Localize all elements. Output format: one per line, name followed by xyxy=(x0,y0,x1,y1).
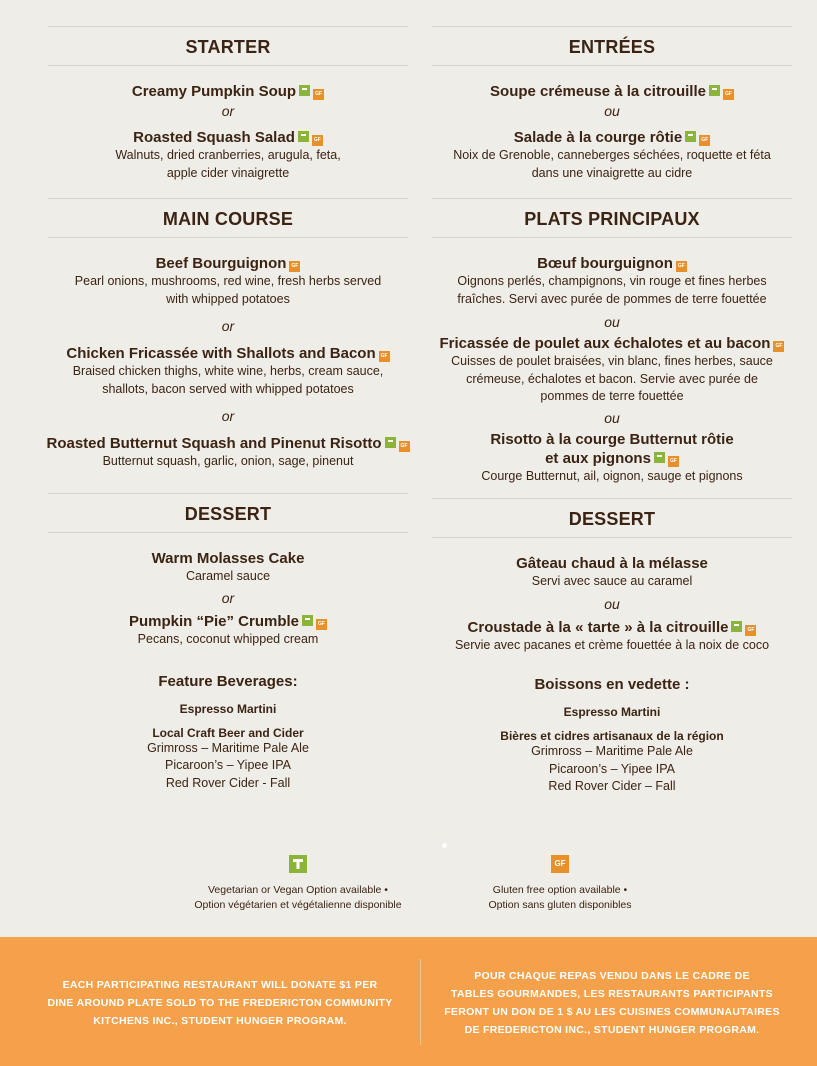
gf-icon: GF xyxy=(551,855,569,873)
gf-icon: GF xyxy=(379,351,390,362)
gf-icon: GF xyxy=(723,89,734,100)
item-description: Pearl onions, mushrooms, red wine, fresh herbs served xyxy=(74,274,382,288)
item-name: Croustade à la « tarte » à la citrouille xyxy=(467,618,729,636)
menu-item xyxy=(432,82,792,101)
item-description: Caramel sauce xyxy=(185,568,271,583)
gf-icon: GF xyxy=(676,261,687,272)
gf-icon: GF xyxy=(745,625,756,636)
leaf-icon xyxy=(298,131,309,142)
leaf-icon xyxy=(302,615,313,626)
menu-item xyxy=(432,554,792,591)
item-description: Cuisses de poulet braisées, vin blanc, fines herbes, sauce xyxy=(451,354,773,368)
french-menu-column xyxy=(432,26,792,796)
dessert-heading-fr: DESSERT xyxy=(432,498,792,538)
beverage-line: Red Rover Cider - Fall xyxy=(165,775,291,790)
item-name: Creamy Pumpkin Soup xyxy=(131,83,297,100)
page-indicator-dot xyxy=(442,843,447,848)
beverages-title: Feature Beverages: xyxy=(158,672,298,690)
item-name: Soupe crémeuse à la citrouille xyxy=(490,83,706,100)
gluten-free-legend xyxy=(452,855,668,913)
plats-principaux-heading: PLATS PRINCIPAUX xyxy=(432,198,792,238)
or-separator: or xyxy=(221,103,235,119)
footer-english-text xyxy=(30,976,410,1030)
menu-item xyxy=(48,549,408,586)
beverage-category: Bières et cidres artisanaux de la région xyxy=(500,729,724,743)
item-name: Roasted Butternut Squash and Pinenut Risotto xyxy=(46,435,382,452)
item-description: Oignons perlés, champignons, vin rouge et fines herbes xyxy=(457,274,767,288)
item-name: et aux pignons xyxy=(545,449,651,467)
footer-line: EACH PARTICIPATING RESTAURANT WILL DONATE $1 PER xyxy=(62,979,378,991)
item-description: Courge Butternut, ail, oignon, sauge et pignons xyxy=(481,468,743,483)
entrees-heading: ENTRÉES xyxy=(432,26,792,66)
footer-divider xyxy=(420,959,421,1045)
item-name: Gâteau chaud à la mélasse xyxy=(516,555,708,572)
footer-line: KITCHENS INC., STUDENT HUNGER PROGRAM. xyxy=(93,1015,347,1027)
beverage-line: Grimross – Maritime Pale Ale xyxy=(531,744,693,758)
menu-item xyxy=(432,430,792,486)
donation-footer xyxy=(0,937,817,1066)
or-separator: ou xyxy=(604,103,620,119)
menu-item xyxy=(432,254,792,308)
item-description: dans une vinaigrette au cidre xyxy=(531,165,693,180)
item-name: Pumpkin “Pie” Crumble xyxy=(128,613,300,630)
or-separator: or xyxy=(221,590,235,606)
item-description: fraîches. Servi avec purée de pommes de terre fouettée xyxy=(457,291,767,306)
footer-line: TABLES GOURMANDES, LES RESTAURANTS PARTICIPANTS xyxy=(451,988,773,1000)
menu-item xyxy=(432,618,792,655)
menu-item xyxy=(432,128,792,182)
footer-line: DINE AROUND PLATE SOLD TO THE FREDERICTON COMMUNITY xyxy=(47,997,393,1009)
menu-item xyxy=(48,128,408,182)
menu-item xyxy=(48,612,408,649)
footer-line: DE FREDERICTON INC., STUDENT HUNGER PROGRAM. xyxy=(464,1024,760,1036)
item-description: pommes de terre fouettée xyxy=(540,389,684,403)
item-name: Fricassée de poulet aux échalotes et au bacon xyxy=(439,335,771,352)
or-separator: or xyxy=(221,408,235,424)
beverage-name: Espresso Martini xyxy=(179,701,277,716)
beverage-line: Picaroon’s – Yipee IPA xyxy=(164,758,291,772)
item-description: Noix de Grenoble, canneberges séchées, roquette et féta xyxy=(453,148,771,162)
item-description: shallots, bacon served with whipped potatoes xyxy=(102,381,354,396)
or-separator: or xyxy=(221,318,235,334)
english-menu-column xyxy=(48,26,408,792)
gf-icon: GF xyxy=(699,135,710,146)
leaf-icon xyxy=(289,855,307,873)
footer-line: FERONT UN DON DE 1 $ AU LES CUISINES COMMUNAUTAIRES xyxy=(444,1006,780,1018)
footer-french-text xyxy=(432,967,792,1039)
gf-icon: GF xyxy=(313,89,324,100)
item-name: Chicken Fricassée with Shallots and Bacon xyxy=(66,345,376,362)
vegetarian-legend xyxy=(160,855,436,913)
dessert-heading: DESSERT xyxy=(48,493,408,533)
beverage-line: Red Rover Cider – Fall xyxy=(548,779,676,793)
item-description: Pecans, coconut whipped cream xyxy=(137,632,319,646)
item-description: apple cider vinaigrette xyxy=(166,165,290,180)
item-name: Bœuf bourguignon xyxy=(537,255,673,272)
menu-item xyxy=(48,434,408,471)
beverage-category: Local Craft Beer and Cider xyxy=(152,725,304,740)
item-name: Roasted Squash Salad xyxy=(133,129,295,146)
item-name: Salade à la courge rôtie xyxy=(513,129,683,146)
leaf-icon xyxy=(385,437,396,448)
menu-item xyxy=(48,82,408,101)
beverages-title-fr: Boissons en vedette : xyxy=(534,676,690,693)
gf-icon: GF xyxy=(289,261,300,272)
item-name: Warm Molasses Cake xyxy=(151,549,305,567)
item-name: Beef Bourguignon xyxy=(155,255,287,272)
item-description: Braised chicken thighs, white wine, herbs, cream sauce, xyxy=(72,364,384,378)
item-description: Servi avec sauce au caramel xyxy=(531,574,693,588)
leaf-icon xyxy=(654,452,665,463)
menu-item xyxy=(432,334,792,406)
item-description: Servie avec pacanes et crème fouettée à la noix de coco xyxy=(454,637,770,652)
footer-line: POUR CHAQUE REPAS VENDU DANS LE CADRE DE xyxy=(474,970,750,982)
starter-heading: STARTER xyxy=(48,26,408,66)
legend-text: Vegetarian or Vegan Option available • xyxy=(208,884,388,896)
menu-item xyxy=(48,254,408,308)
item-description: Walnuts, dried cranberries, arugula, feta, xyxy=(115,148,341,162)
main-course-heading: MAIN COURSE xyxy=(48,198,408,238)
legend-text: Option végétarien et végétalienne disponible xyxy=(194,899,402,911)
menu-item xyxy=(48,344,408,398)
legend-text: Gluten free option available • xyxy=(492,884,628,896)
leaf-icon xyxy=(299,85,310,96)
item-description: with whipped potatoes xyxy=(166,291,290,306)
or-separator: ou xyxy=(604,314,620,330)
item-description: crémeuse, échalotes et bacon. Servie avec purée de xyxy=(466,371,758,386)
beverage-line: Grimross – Maritime Pale Ale xyxy=(147,740,309,755)
item-name: Risotto à la courge Butternut rôtie xyxy=(490,430,734,448)
gf-icon: GF xyxy=(668,456,679,467)
or-separator: ou xyxy=(604,595,620,612)
gf-icon: GF xyxy=(773,341,784,352)
beverage-name: Espresso Martini xyxy=(563,705,661,719)
gf-icon: GF xyxy=(316,619,327,630)
leaf-icon xyxy=(709,85,720,96)
gf-icon: GF xyxy=(399,441,410,452)
leaf-icon xyxy=(685,131,696,142)
or-separator: ou xyxy=(604,409,620,426)
item-description: Butternut squash, garlic, onion, sage, pinenut xyxy=(102,454,354,468)
leaf-icon xyxy=(731,621,742,632)
legend-text: Option sans gluten disponibles xyxy=(488,899,632,911)
beverage-line: Picaroon’s – Yipee IPA xyxy=(548,761,675,776)
gf-icon: GF xyxy=(312,135,323,146)
